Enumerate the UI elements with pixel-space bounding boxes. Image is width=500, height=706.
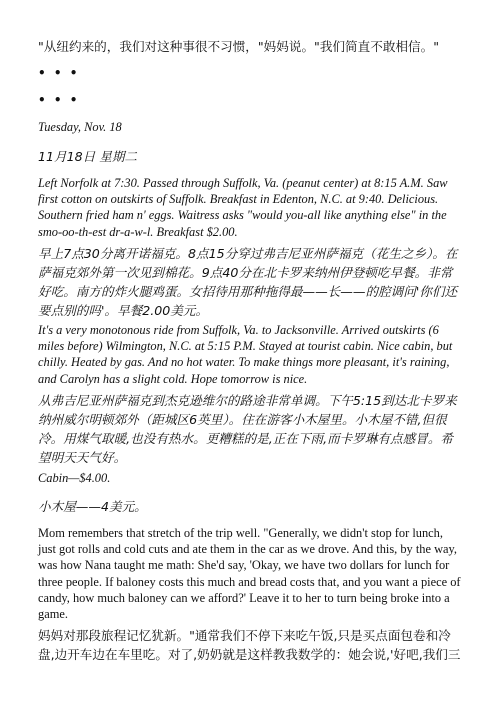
diary-entry-en-1: Left Norfolk at 7:30. Passed through Suffolk, Va. (peanut center) at 8:15 A.M. Saw first cotton on outskirts of Suffolk. Breakfast in Edenton, N.C. at 9:40. Delicious. Southern fried ham n' eggs. Waitress asks "would you-all like anything else" in the smo-oo-th-est dr-a-w-l. Breakfast $2.00. (38, 176, 448, 239)
diary-entry-cn-1: 早上7点30分离开诺福克。8点15分穿过弗吉尼亚州萨福克（花生之乡）。在萨福克郊外第一次见到棉花。9点40分在北卡罗来纳州伊登顿吃早餐。非常好吃。南方的炸火腿鸡蛋。女招待用那种拖得最——长——的腔调问'你们还要点别的吗'。早餐2.00美元。 (38, 246, 458, 318)
section-separator-1: • • • (38, 66, 80, 80)
section-separator-2: • • • (38, 93, 80, 107)
diary-entry-cn-2: 从弗吉尼亚州萨福克到杰克逊维尔的路途非常单调。下午5:15到达北卡罗来纳州威尔明顿郊外（距城区6英里）。住在游客小木屋里。小木屋不错,但很冷。用煤气取暖,也没有热水。更糟糕的是,正在下雨,而卡罗琳有点感冒。希望明天天气好。 (38, 393, 457, 465)
cabin-cost-cn: 小木屋——4美元。 (38, 499, 147, 514)
date-heading-cn: 11月18日 星期二 (38, 149, 138, 164)
date-heading-en: Tuesday, Nov. 18 (38, 120, 122, 134)
narrative-cn: 妈妈对那段旅程记忆犹新。"通常我们不停下来吃午饭,只是买点面包卷和冷盘,边开车边在车里吃。对了,奶奶就是这样教我数学的：她会说,'好吧,我们三 (38, 628, 461, 662)
diary-entry-en-2: It's a very monotonous ride from Suffolk, Va. to Jacksonville. Arrived outskirts (6 miles before) Wilmington, N.C. at 5:15 P.M. Stayed at tourist cabin. Nice cabin, but chilly. Heated by gas. And no hot water. To make things more pleasant, it's raining, and Carolyn has a slight cold. Hope tomorrow is nice. (38, 323, 453, 386)
cabin-cost-en: Cabin—$4.00. (38, 471, 111, 485)
paragraph-cn-1: "从纽约来的，我们对这种事很不习惯，"妈妈说。"我们简直不敢相信。" (38, 39, 439, 54)
narrative-en: Mom remembers that stretch of the trip well. "Generally, we didn't stop for lunch, just got rolls and cold cuts and ate them in the car as we drove. And this, by the way, was how Nana taught me math: She'd say, 'Okay, we have two dollars for lunch for three people. If baloney costs this much and bread costs that, and you want a piece of candy, how much baloney can we afford?' Leave it to her to turn being broke into a game. (38, 526, 461, 622)
